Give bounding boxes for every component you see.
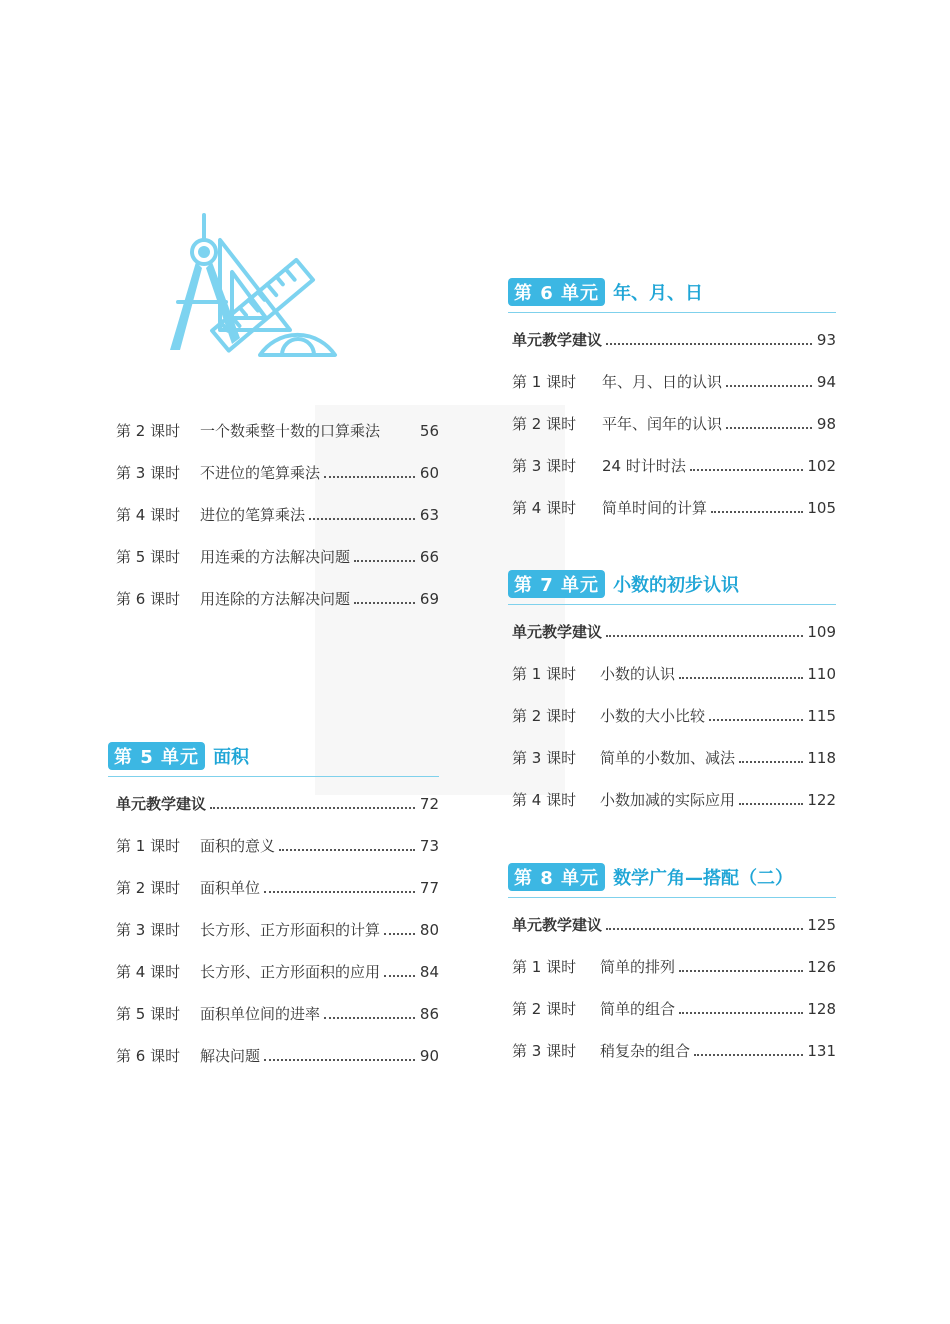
- toc-entry[interactable]: [116, 452, 439, 494]
- leader-dots: [324, 476, 415, 478]
- unit-header: [508, 570, 836, 605]
- toc-entry[interactable]: [116, 1035, 439, 1077]
- leader-dots: [210, 807, 415, 809]
- page-number: 125: [807, 916, 836, 934]
- lesson-number: 第 3 课时: [116, 921, 181, 939]
- toc-entry[interactable]: [116, 825, 439, 867]
- lesson-number: 第 1 课时: [512, 958, 577, 976]
- toc-entry-advice[interactable]: [512, 319, 836, 361]
- leader-dots: [606, 343, 812, 345]
- leader-dots: [726, 427, 812, 429]
- page-number: 122: [807, 791, 836, 809]
- toc-entry[interactable]: [512, 946, 836, 988]
- leader-dots: [309, 518, 415, 520]
- unit-title: 小数的初步认识: [613, 575, 740, 596]
- leader-dots: [694, 1054, 803, 1056]
- lesson-title: 解决问题: [200, 1047, 261, 1065]
- unit6-section: [508, 278, 836, 529]
- page-number: 56: [419, 422, 439, 440]
- page-number: 94: [816, 373, 836, 391]
- page-number: 110: [807, 665, 836, 683]
- toc-entry-advice[interactable]: [512, 611, 836, 653]
- page-number: 109: [807, 623, 836, 641]
- advice-title: 单元教学建议: [512, 623, 603, 641]
- unit-title: 数学广角—搭配（二）: [613, 868, 794, 889]
- lesson-number: 第 3 课时: [116, 464, 181, 482]
- toc-entry[interactable]: [512, 403, 836, 445]
- toc-entry[interactable]: [512, 361, 836, 403]
- lesson-number: 第 1 课时: [116, 837, 181, 855]
- unit4-lesson-list: [116, 410, 439, 620]
- lesson-number: 第 3 课时: [512, 457, 577, 475]
- lesson-number: 第 4 课时: [512, 791, 577, 809]
- advice-title: 单元教学建议: [116, 795, 207, 813]
- page-number: 118: [807, 749, 836, 767]
- toc-entry[interactable]: [512, 695, 836, 737]
- lesson-title: 小数的认识: [600, 665, 676, 683]
- lesson-number: 第 6 课时: [116, 590, 181, 608]
- compass-ruler-protractor-icon: [160, 210, 340, 360]
- unit-badge: 第 8 单元: [508, 863, 605, 891]
- toc-entry[interactable]: [512, 487, 836, 529]
- lesson-title: 简单的小数加、减法: [600, 749, 736, 767]
- lesson-title: 长方形、正方形面积的应用: [200, 963, 381, 981]
- lesson-title: 稍复杂的组合: [600, 1042, 691, 1060]
- lesson-number: 第 2 课时: [116, 422, 181, 440]
- toc-entry[interactable]: [116, 867, 439, 909]
- lesson-number: 第 2 课时: [512, 707, 577, 725]
- lesson-title: 平年、闰年的认识: [602, 415, 723, 433]
- page-number: 128: [807, 1000, 836, 1018]
- page-number: 69: [419, 590, 439, 608]
- toc-entry-advice[interactable]: [116, 783, 439, 825]
- leader-dots: [279, 849, 415, 851]
- toc-entry[interactable]: [116, 536, 439, 578]
- lesson-title: 用连乘的方法解决问题: [200, 548, 351, 566]
- page-number: 98: [816, 415, 836, 433]
- leader-dots: [384, 933, 415, 935]
- unit-title: 年、月、日: [613, 283, 704, 304]
- page-number: 126: [807, 958, 836, 976]
- lesson-title: 一个数乘整十数的口算乘法: [200, 422, 381, 440]
- unit8-section: [508, 863, 836, 1072]
- leader-dots: [739, 803, 803, 805]
- lesson-title: 简单的组合: [600, 1000, 676, 1018]
- page-number: 73: [419, 837, 439, 855]
- lesson-number: 第 6 课时: [116, 1047, 181, 1065]
- unit-header: [108, 742, 439, 777]
- leader-dots: [354, 560, 415, 562]
- lesson-number: 第 1 课时: [512, 373, 577, 391]
- leader-dots: [709, 719, 803, 721]
- leader-dots: [324, 1017, 415, 1019]
- toc-entry[interactable]: [116, 909, 439, 951]
- lesson-title: 不进位的笔算乘法: [200, 464, 321, 482]
- leader-dots: [726, 385, 812, 387]
- unit-header: [508, 863, 836, 898]
- unit5-section: [108, 742, 439, 1077]
- unit-header: [508, 278, 836, 313]
- lesson-number: 第 2 课时: [116, 879, 181, 897]
- leader-dots: [739, 761, 803, 763]
- lesson-number: 第 5 课时: [116, 1005, 181, 1023]
- leader-dots: [679, 970, 803, 972]
- lesson-title: 面积单位间的进率: [200, 1005, 321, 1023]
- page-number: 86: [419, 1005, 439, 1023]
- lesson-title: 简单时间的计算: [602, 499, 708, 517]
- page-number: 80: [419, 921, 439, 939]
- page-number: 93: [816, 331, 836, 349]
- leader-dots: [606, 635, 803, 637]
- toc-entry[interactable]: [116, 993, 439, 1035]
- toc-entry[interactable]: [512, 779, 836, 821]
- lesson-number: 第 2 课时: [512, 415, 577, 433]
- toc-entry[interactable]: [512, 737, 836, 779]
- leader-dots: [690, 469, 804, 471]
- lesson-title: 面积单位: [200, 879, 261, 897]
- leader-dots: [354, 602, 415, 604]
- leader-dots: [264, 1059, 415, 1061]
- page-number: 102: [807, 457, 836, 475]
- unit-badge: 第 7 单元: [508, 570, 605, 598]
- lesson-title: 用连除的方法解决问题: [200, 590, 351, 608]
- page-number: 105: [807, 499, 836, 517]
- advice-title: 单元教学建议: [512, 331, 603, 349]
- toc-entry[interactable]: [116, 578, 439, 620]
- page-number: 90: [419, 1047, 439, 1065]
- lesson-title: 小数的大小比较: [600, 707, 706, 725]
- lesson-title: 小数加减的实际应用: [600, 791, 736, 809]
- unit7-section: [508, 570, 836, 821]
- page-number: 115: [807, 707, 836, 725]
- page-number: 72: [419, 795, 439, 813]
- page-number: 60: [419, 464, 439, 482]
- lesson-title: 长方形、正方形面积的计算: [200, 921, 381, 939]
- lesson-title: 简单的排列: [600, 958, 676, 976]
- leader-dots: [711, 511, 803, 513]
- toc-entry[interactable]: [116, 410, 439, 452]
- lesson-number: 第 5 课时: [116, 548, 181, 566]
- unit-title: 面积: [213, 747, 250, 768]
- lesson-number: 第 2 课时: [512, 1000, 577, 1018]
- toc-entry[interactable]: [512, 988, 836, 1030]
- advice-title: 单元教学建议: [512, 916, 603, 934]
- page-number: 63: [419, 506, 439, 524]
- leader-dots: [264, 891, 415, 893]
- lesson-title: 进位的笔算乘法: [200, 506, 306, 524]
- leader-dots: [679, 1012, 803, 1014]
- leader-dots: [384, 975, 415, 977]
- lesson-number: 第 4 课时: [116, 963, 181, 981]
- toc-entry[interactable]: [512, 445, 836, 487]
- toc-entry-advice[interactable]: [512, 904, 836, 946]
- toc-entry[interactable]: [512, 653, 836, 695]
- lesson-number: 第 3 课时: [512, 749, 577, 767]
- lesson-number: 第 4 课时: [512, 499, 577, 517]
- toc-entry[interactable]: [512, 1030, 836, 1072]
- lesson-title: 年、月、日的认识: [602, 373, 723, 391]
- leader-dots: [606, 928, 803, 930]
- unit-badge: 第 6 单元: [508, 278, 605, 306]
- unit-badge: 第 5 单元: [108, 742, 205, 770]
- lesson-number: 第 1 课时: [512, 665, 577, 683]
- lesson-title: 24 时计时法: [602, 457, 686, 475]
- lesson-number: 第 3 课时: [512, 1042, 577, 1060]
- lesson-number: 第 4 课时: [116, 506, 181, 524]
- page-number: 84: [419, 963, 439, 981]
- page-number: 66: [419, 548, 439, 566]
- leader-dots: [679, 677, 803, 679]
- page-number: 77: [419, 879, 439, 897]
- page-number: 131: [807, 1042, 836, 1060]
- toc-entry[interactable]: [116, 951, 439, 993]
- lesson-title: 面积的意义: [200, 837, 276, 855]
- toc-entry[interactable]: [116, 494, 439, 536]
